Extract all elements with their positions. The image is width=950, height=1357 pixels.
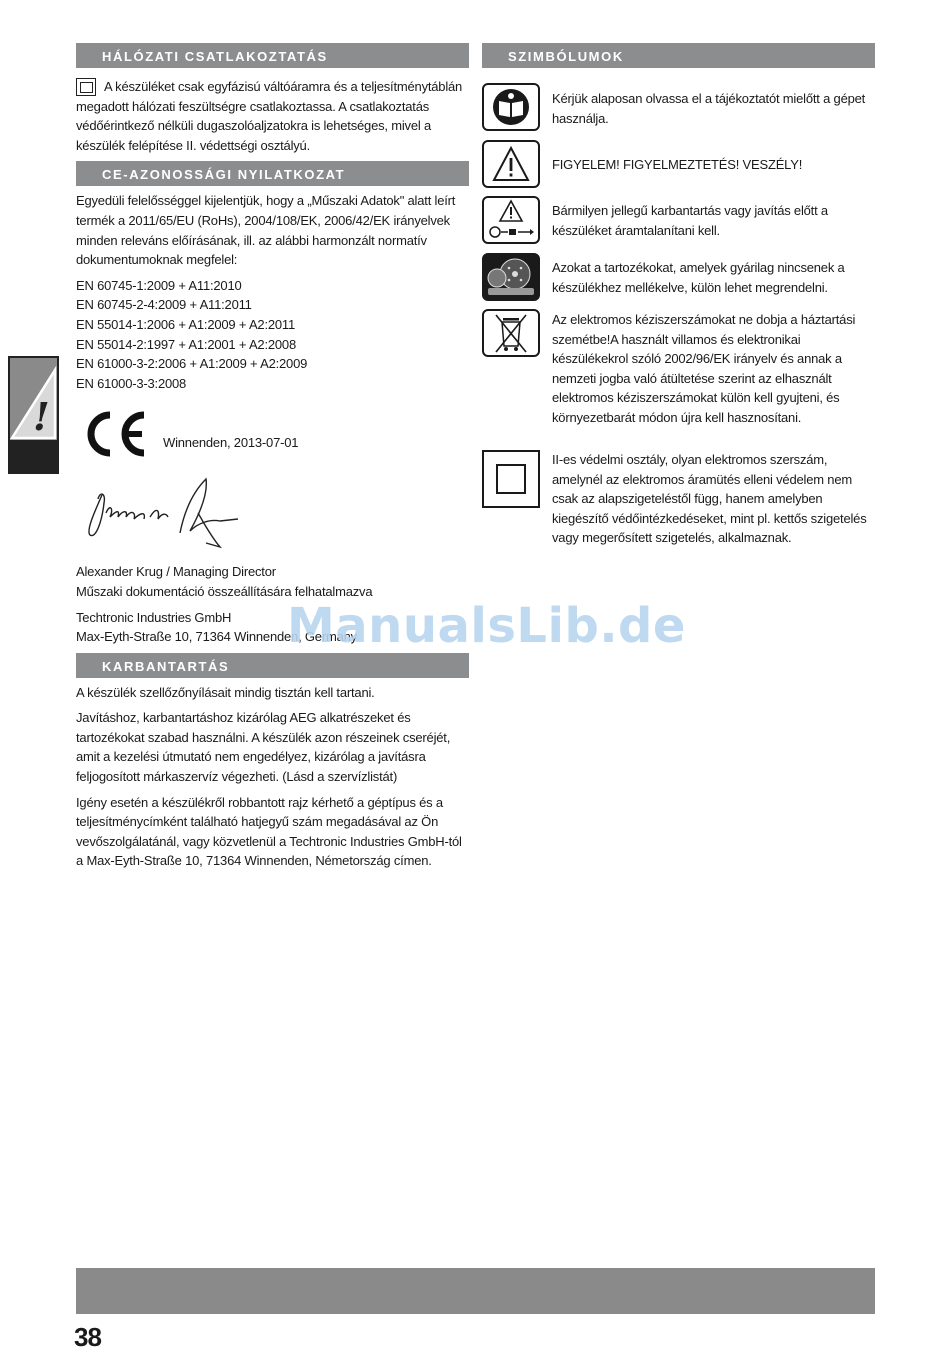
maintenance-p3: Igény esetén a készülékről robbantott rajz kérhető a géptípus és a teljesítménycímként található hatjegyű szám megadásával az Ön vevőszolgálatánál, vagy közvetlenül a Techtronic Industries GmbH-tól a Max-Eyth-Straße 10, 71364 Winnenden, Németország címen. [76,794,462,869]
symbols-heading: SZIMBÓLUMOK [482,43,875,68]
symbol-text: Kérjük alaposan olvassa el a tájékoztatót mielőtt a gépet használja. [552,91,866,126]
standard-item: EN 61000-3-3:2008 [76,375,187,391]
symbol-text: Bármilyen jellegű karbantartás vagy javítás előtt a készüléket áramtalanítani kell. [552,203,828,238]
crossed-bin-icon [482,309,540,357]
place-date: Winnenden, 2013-07-01 [163,435,299,451]
company-name: Techtronic Industries GmbH [76,609,232,625]
left-column [76,43,469,871]
watermark-text: ManualsLib.de [287,598,686,654]
maintenance-p2: Javításhoz, karbantartáshoz kizárólag AEG alkatrészeket és tartozékokat szabad használni. A készülék azon részeinek cseréjét, amit a kezelési útmutató nem engedélyez, kizárólag a javításra feljogosított márkaszervíz végezheti. (Lásd a szervízlistát) [76,710,451,785]
standard-item: EN 60745-2-4:2009 + A11:2011 [76,297,252,313]
authorized-note: Műszaki dokumentáció összeállítására felhatalmazva [76,583,373,599]
network-text: A készüléket csak egyfázisú váltóáramra és a teljesítménytáblán megadott hálózati feszültségre csatlakoztassa. A csatlakoztatás védőérintkező nélküli dugaszolóaljzatokra is lehetséges, mivel a készülék felépítése II. védettségi osztályú. [76,79,463,153]
standard-item: EN 55014-2:1997 + A1:2001 + A2:2008 [76,336,296,352]
symbol-row [482,450,867,546]
standard-item: EN 55014-1:2006 + A1:2009 + A2:2011 [76,316,296,332]
symbol-text: Az elektromos kéziszerszámokat ne dobja a háztartási szemétbe!A használt villamos és elektronikai készülékekrol szóló 2002/96/EK irányelv és annak a nemzeti jogba való átültetése szerint az elhasznált elektromos kéziszerszámokat külön kell gyujteni, és környezetbarát módon újra kell hasznosítani. [552,312,856,425]
network-section [76,77,469,155]
svg-text:!: ! [33,394,50,439]
ce-heading: CE-AZONOSSÁGI NYILATKOZAT [76,161,469,186]
network-heading: HÁLÓZATI CSATLAKOZTATÁS [76,43,469,68]
ce-mark-row [76,399,469,471]
symbol-text: FIGYELEM! FIGYELMEZTETÉS! VESZÉLY! [552,157,803,172]
standard-item: EN 60745-1:2009 + A11:2010 [76,277,242,293]
symbol-row [482,140,803,188]
standard-item: EN 61000-3-2:2006 + A1:2009 + A2:2009 [76,356,308,372]
symbol-row [482,253,845,301]
signature-image [80,473,250,558]
warning-triangle-icon [482,140,540,188]
maintenance-heading: KARBANTARTÁS [76,653,469,678]
class-ii-double-square-icon [482,450,540,508]
page-number: 38 [74,1322,101,1352]
accessories-icon [482,253,540,301]
symbol-text: Azokat a tartozékokat, amelyek gyárilag nincsenek a készülékhez mellékelve, külön lehet megrendelni. [552,260,845,295]
company-address: Max-Eyth-Straße 10, 71364 Winnenden, Germany [76,629,357,645]
ce-section [76,191,469,646]
maintenance-section [76,683,469,871]
signer-name: Alexander Krug / Managing Director [76,564,276,580]
symbol-row [482,196,828,244]
warning-exclamation-icon [10,358,57,440]
symbol-text: II-es védelmi osztály, olyan elektromos szerszám, amelynél az elektromos áramütés elleni védelem nem csak az alapszigeteléstől függ, hanem amelyben kiegészítő védőintézkedéseket, mint pl. kettős szigetelés vagy megerősített szigetelés, alkalmaznak. [552,452,867,546]
standards-list [76,276,469,394]
ce-mark-icon [80,409,150,459]
right-column [482,43,875,563]
symbol-row [482,309,856,425]
warning-tab-panel [10,358,57,440]
maintenance-p1: A készülék szellőzőnyílásait mindig tisztán kell tartani. [76,684,375,700]
footer-bar [76,1268,875,1314]
class-ii-icon [76,78,96,96]
symbol-row [482,83,866,131]
section-side-tab [8,356,59,474]
read-manual-icon [482,83,540,131]
ce-intro: Egyedüli felelősséggel kijelentjük, hogy a „Műszaki Adatok" alatt leírt termék a 2011/65/EU (RoHs), 2004/108/EK, 2006/42/EK irányelvek minden releváns előírásának, ill. az alábbi harmonzált normatív dokumentumoknak megfelel: [76,193,456,268]
unplug-before-service-icon [482,196,540,244]
